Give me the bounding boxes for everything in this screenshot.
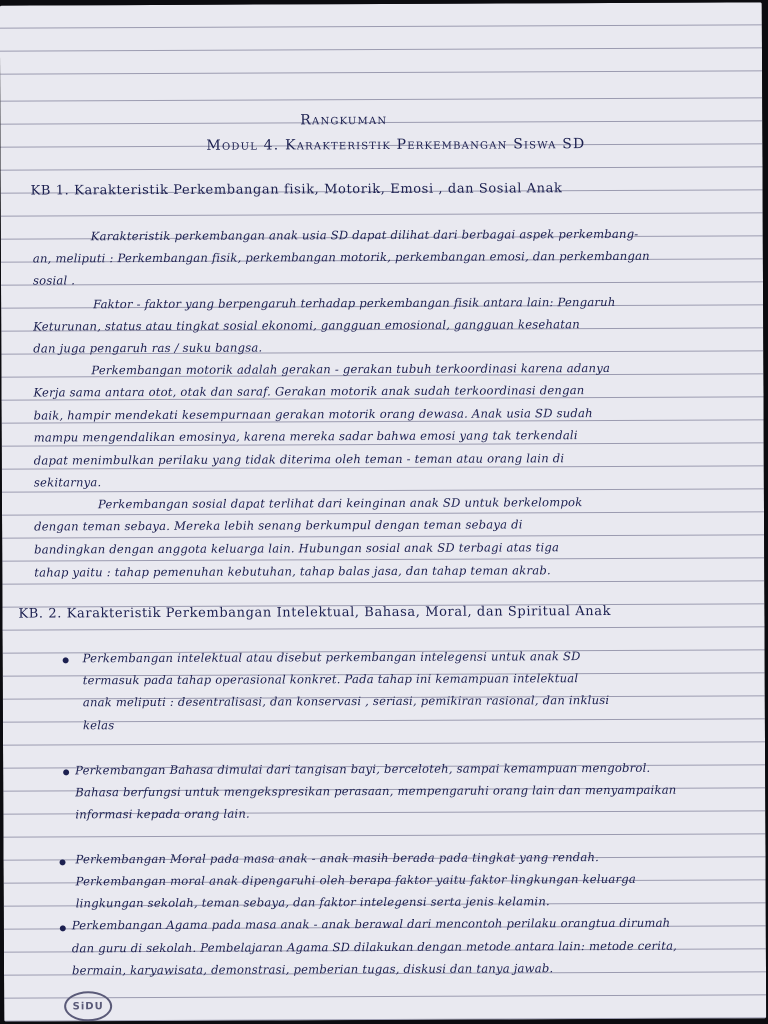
kb2-bullet3-line: lingkungan sekolah, teman sebaya, dan faktor intelegensi serta jenis kelamin. [75, 894, 550, 911]
kb1-line: Karakteristik perkembangan anak usia SD dapat dilihat dari berbagai aspek perkembang- [90, 226, 639, 244]
kb1-line: Keturunan, status atau tingkat sosial ekonomi, gangguan emosional, gangguan kesehatan [33, 317, 580, 334]
page-title: Rangkuman [300, 111, 388, 129]
kb2-bullet2-line: Bahasa berfungsi untuk mengekspresikan perasaan, mempengaruhi orang lain dan menyampaikan [75, 782, 677, 800]
kb2-bullet2-line: informasi kepada orang lain. [75, 806, 250, 822]
kb1-line: bandingkan dengan anggota keluarga lain. Hubungan sosial anak SD terbagi atas tiga [34, 540, 560, 557]
kb1-line: sekitarnya. [33, 475, 102, 490]
bullet-dot [60, 859, 66, 865]
kb2-bullet4-line: bermain, karyawisata, demonstrasi, pemberian tugas, diskusi dan tanya jawab. [71, 961, 554, 978]
bullet-dot [60, 925, 66, 931]
bullet-dot [63, 657, 69, 663]
kb1-line: sosial . [32, 273, 76, 288]
kb2-bullet1-line: anak meliputi : desentralisasi, dan konservasi , seriasi, pemikiran rasional, dan inklusi [82, 693, 610, 710]
kb1-line: baik, hampir mendekati kesempurnaan gerakan motorik orang dewasa. Anak usia SD sudah [33, 406, 593, 423]
kb2-bullet3-line: Perkembangan moral anak dipengaruhi oleh berapa faktor yaitu faktor lingkungan keluarga [75, 871, 637, 889]
kb1-heading: KB 1. Karakteristik Perkembangan fisik, Motorik, Emosi , dan Sosial Anak [30, 181, 563, 199]
kb2-bullet1-line: kelas [82, 718, 115, 733]
kb1-line: an, meliputi : Perkembangan fisik, perkembangan motorik, perkembangan emosi, dan perkembangan [32, 248, 650, 266]
kb1-line: Perkembangan sosial dapat terlihat dari keinginan anak SD untuk berkelompok [97, 495, 583, 512]
kb2-bullet1-line: termasuk pada tahap operasional konkret. Pada tahap ini kemampuan intelektual [82, 671, 579, 688]
kb2-bullet4-line: dan guru di sekolah. Pembelajaran Agama SD dilakukan dengan metode antara lain: metode cerita, [71, 938, 678, 956]
kb2-bullet2-line: Perkembangan Bahasa dimulai dari tangisan bayi, berceloteh, sampai kemampuan mengobrol. [75, 760, 651, 778]
sidu-logo-stamp: SiDU [64, 991, 112, 1021]
kb2-heading: KB. 2. Karakteristik Perkembangan Intelektual, Bahasa, Moral, dan Spiritual Anak [18, 604, 612, 622]
kb1-line: Faktor - faktor yang berpengaruh terhadap perkembangan fisik antara lain: Pengaruh [93, 294, 616, 312]
kb1-line: Kerja sama antara otot, otak dan saraf. Gerakan motorik anak sudah terkoordinasi dengan [33, 383, 585, 400]
kb1-line: Perkembangan motorik adalah gerakan - gerakan tubuh terkoordinasi karena adanya [91, 361, 611, 378]
notebook-page [0, 2, 766, 1021]
kb2-bullet3-line: Perkembangan Moral pada masa anak - anak masih berada pada tingkat yang rendah. [75, 850, 600, 867]
kb1-line: dan juga pengaruh ras / suku bangsa. [33, 340, 263, 356]
page-subtitle: Modul 4. Karakteristik Perkembangan Siswa SD [206, 136, 586, 154]
kb1-line: dapat menimbulkan perilaku yang tidak diterima oleh teman - teman atau orang lain di [33, 451, 565, 468]
kb1-line: tahap yaitu : tahap pemenuhan kebutuhan, tahap balas jasa, dan tahap teman akrab. [34, 563, 551, 580]
kb2-bullet1-line: Perkembangan intelektual atau disebut perkembangan intelegensi untuk anak SD [82, 649, 581, 666]
kb1-line: mampu mengendalikan emosinya, karena mereka sadar bahwa emosi yang tak terkendali [33, 428, 578, 445]
kb1-line: dengan teman sebaya. Mereka lebih senang berkumpul dengan teman sebaya di [34, 517, 523, 534]
bullet-dot [63, 769, 69, 775]
kb2-bullet4-line: Perkembangan Agama pada masa anak - anak berawal dari mencontoh perilaku orangtua dirumah [71, 915, 671, 933]
